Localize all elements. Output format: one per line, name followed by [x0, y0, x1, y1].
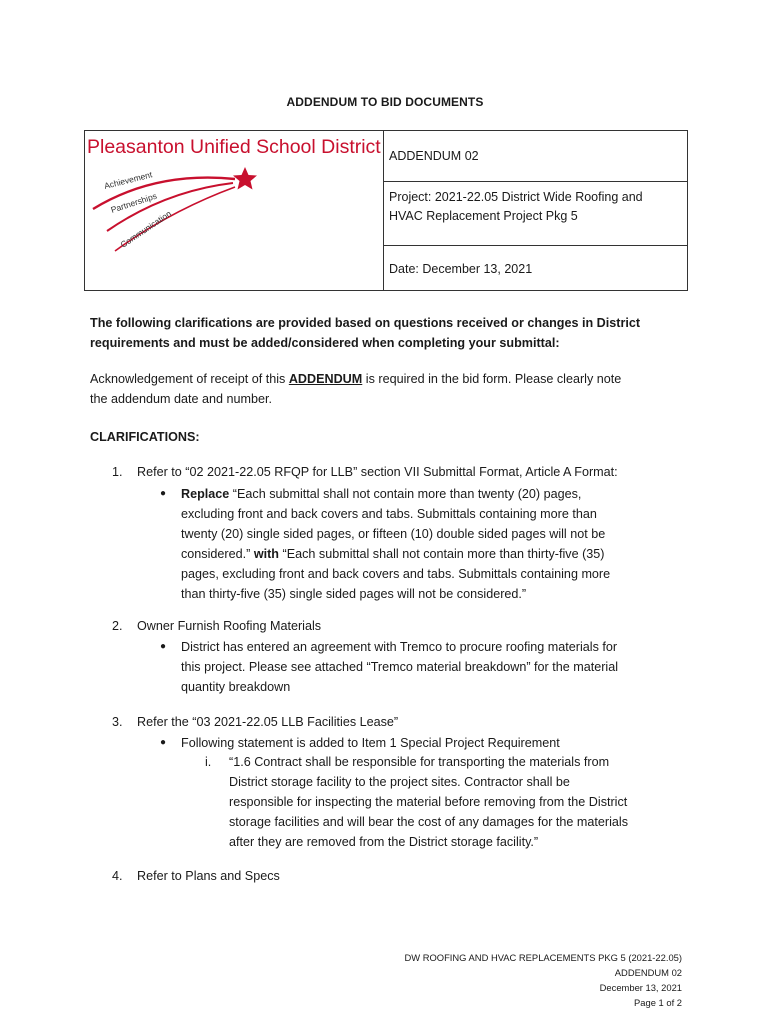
- item-2-text: Owner Furnish Roofing Materials: [137, 619, 322, 633]
- item-2-bullet-icon: ●: [160, 641, 167, 652]
- ack-keyword: ADDENDUM: [288, 372, 363, 386]
- intro-line-2: requirements and must be added/considered when completing your submittal:: [90, 336, 560, 350]
- item-1-bullet-icon: ●: [160, 488, 167, 499]
- item-2-bullet-line-1: District has entered an agreement with Tremco to procure roofing materials for: [181, 640, 618, 654]
- item-3-bullet-line-1: Following statement is added to Item 1 Special Project Requirement: [181, 736, 560, 750]
- item-1-bullet-line-4-pre: considered.”: [181, 547, 254, 561]
- item-3-number: 3.: [112, 715, 123, 729]
- logo-word-communication: Communication: [118, 208, 174, 250]
- logo-word-achievement: Achievement: [103, 169, 154, 191]
- item-3-sub-line-5: after they are removed from the District storage facility.”: [229, 835, 539, 849]
- district-logo-graphic: [85, 131, 383, 290]
- item-3-sub-line-2: District storage facility to the project sites. Contractor shall be: [229, 775, 570, 789]
- item-1-bullet-line-6: than thirty-five (35) single sided pages will not be considered.”: [181, 587, 527, 601]
- item-1-bullet-line-4: [181, 544, 681, 564]
- logo-word-partnerships: Partnerships: [109, 190, 159, 215]
- item-3-sub-line-4: storage facilities and will bear the cost of any damages for the materials: [229, 815, 629, 829]
- header-table: [84, 130, 688, 291]
- addendum-info: [383, 131, 687, 290]
- addendum-date: Date: December 13, 2021: [389, 262, 533, 276]
- item-1-bullet-line-1-rest: “Each submittal shall not contain more than twenty (20) pages,: [229, 487, 582, 501]
- project-line-1: Project: 2021-22.05 District Wide Roofing and: [389, 190, 643, 204]
- project-description: [383, 182, 687, 246]
- acknowledgement-paragraph: [90, 369, 690, 409]
- item-2-bullet-line-3: quantity breakdown: [181, 680, 291, 694]
- with-keyword: with: [253, 547, 279, 561]
- item-3-sub-marker: i.: [205, 755, 212, 769]
- item-1-bullet-line-2: excluding front and back covers and tabs. Submittals containing more than: [181, 507, 597, 521]
- item-3-sub-line-3: responsible for inspecting the material before removing from the District: [229, 795, 628, 809]
- item-2-bullet-line-2: this project. Please see attached “Tremco material breakdown” for the material: [181, 660, 619, 674]
- ack-line-1: [90, 369, 690, 389]
- footer-date: December 13, 2021: [599, 982, 682, 993]
- item-3-text: Refer the “03 2021-22.05 LLB Facilities Lease”: [137, 715, 399, 729]
- logo-star-icon: [233, 167, 257, 190]
- footer-addendum: ADDENDUM 02: [614, 967, 682, 978]
- intro-line-1: The following clarifications are provided based on questions received or changes in District: [90, 316, 641, 330]
- logo-district-name: Pleasanton Unified School District: [87, 136, 381, 158]
- item-2-bullet: [181, 637, 681, 697]
- replace-keyword: Replace: [181, 487, 230, 501]
- project-line-2: HVAC Replacement Project Pkg 5: [389, 209, 578, 223]
- addendum-number: ADDENDUM 02: [383, 131, 687, 182]
- footer-project: DW ROOFING AND HVAC REPLACEMENTS PKG 5 (2021-22.05): [404, 952, 682, 963]
- district-logo: [85, 131, 384, 290]
- item-3-sub-line-1: “1.6 Contract shall be responsible for transporting the materials from: [229, 755, 610, 769]
- clarifications-heading: CLARIFICATIONS:: [90, 430, 200, 444]
- item-3-bullet-icon: ●: [160, 737, 167, 748]
- item-3-sub-paragraph: [229, 752, 689, 852]
- page-footer: [405, 950, 683, 1010]
- ack-text-after: is required in the bid form. Please clearly note: [362, 372, 622, 386]
- item-4-text: Refer to Plans and Specs: [137, 869, 280, 883]
- ack-line-2: the addendum date and number.: [90, 392, 273, 406]
- item-1-bullet: [181, 484, 681, 604]
- item-4-number: 4.: [112, 869, 123, 883]
- item-1-bullet-line-1: [181, 484, 681, 504]
- item-1-number: 1.: [112, 465, 123, 479]
- ack-text-before: Acknowledgement of receipt of this: [90, 372, 289, 386]
- item-1-bullet-line-4-rest: “Each submittal shall not contain more than thirty-five (35): [279, 547, 605, 561]
- footer-page-number: Page 1 of 2: [634, 997, 682, 1008]
- document-title: ADDENDUM TO BID DOCUMENTS: [286, 95, 484, 109]
- item-1-text: Refer to “02 2021-22.05 RFQP for LLB” section VII Submittal Format, Article A Format:: [137, 465, 618, 479]
- item-1-bullet-line-5: pages, excluding front and back covers and tabs. Submittals containing more: [181, 567, 611, 581]
- item-1-bullet-line-3: twenty (20) single sided pages, or fifteen (10) double sided pages will not be: [181, 527, 606, 541]
- item-2-number: 2.: [112, 619, 123, 633]
- intro-paragraph: [90, 313, 690, 353]
